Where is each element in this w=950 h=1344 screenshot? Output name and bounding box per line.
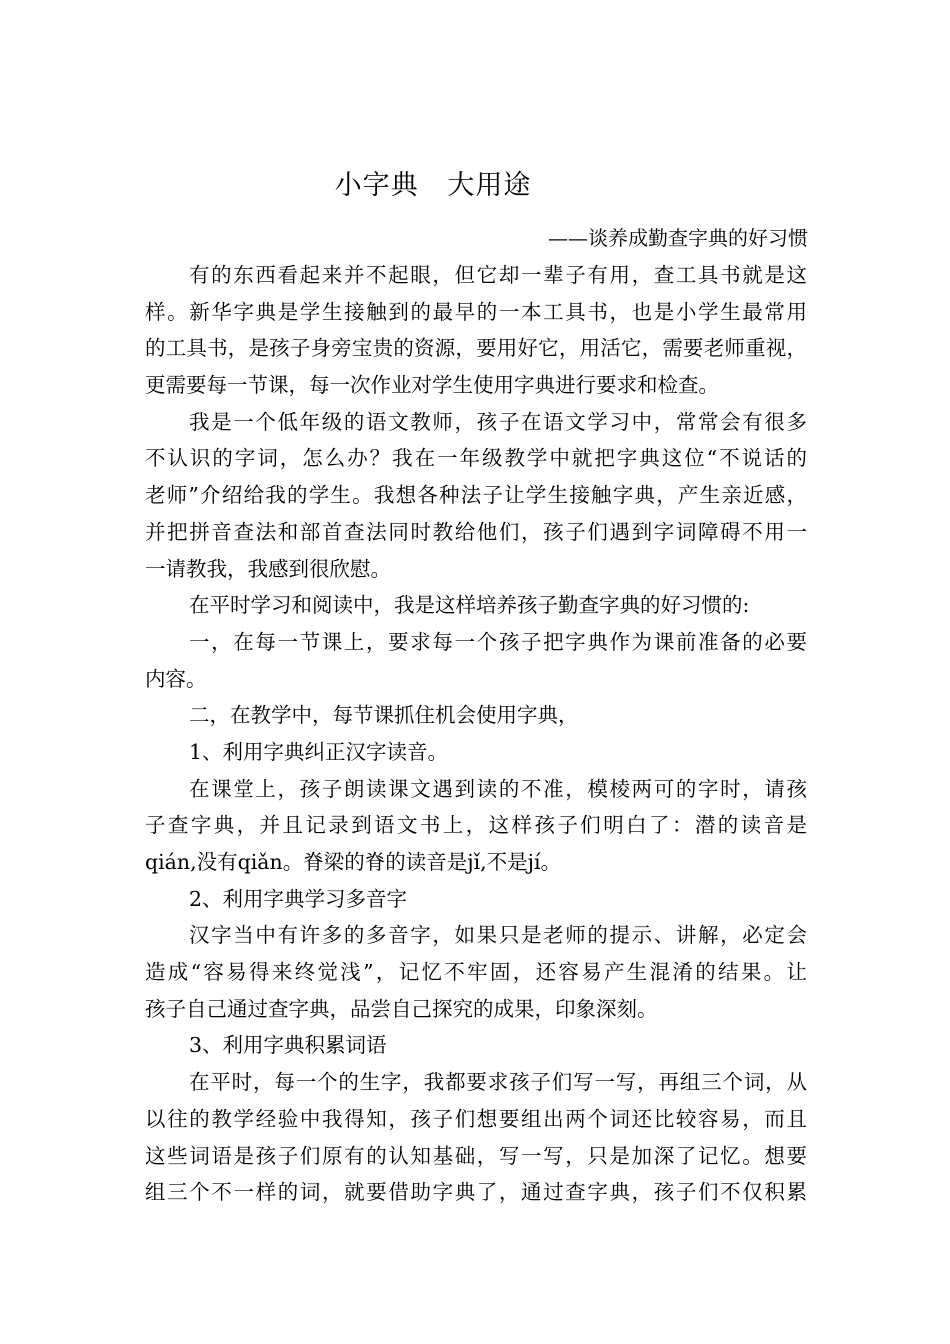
body-line: 更需要每一节课，每一次作业对学生使用字典进行要求和检查。 (145, 373, 719, 398)
body-line: 这些词语是孩子们原有的认知基础，写一写，只是加深了记忆。想要 (145, 1143, 807, 1168)
body-line: 组三个不一样的词，就要借助字典了，通过查字典，孩子们不仅积累 (145, 1180, 807, 1205)
body-line: 以往的教学经验中我得知，孩子们想要组出两个词还比较容易，而且 (145, 1106, 807, 1131)
body-line: 孩子自己通过查字典，品尝自己探究的成果，印象深刻。 (145, 996, 658, 1021)
body-line: 我是一个低年级的语文教师，孩子在语文学习中，常常会有很多 (189, 409, 807, 434)
body-line: 样。新华字典是学生接触到的最早的一本工具书，也是小学生最常用 (145, 299, 807, 324)
body-line: 在课堂上，孩子朗读课文遇到读的不准，模棱两可的字时，请孩 (189, 776, 807, 801)
body-line: 子查字典，并且记录到语文书上，这样孩子们明白了：潜的读音是 (145, 813, 807, 838)
body-line: 在平时，每一个的生字，我都要求孩子们写一写，再组三个词，从 (189, 1070, 807, 1095)
body-line: 二，在教学中，每节课抓住机会使用字典， (189, 703, 579, 728)
body-line: 有的东西看起来并不起眼，但它却一辈子有用，查工具书就是这 (189, 263, 807, 287)
body-line: 一，在每一节课上，要求每一个孩子把字典作为课前准备的必要 (189, 629, 807, 654)
document-title: 小字典 大用途 (334, 170, 532, 201)
body-line: 造成“容易得来终觉浅”，记忆不牢固，还容易产生混淆的结果。让 (145, 960, 807, 985)
body-line: 3、利用字典积累词语 (189, 1033, 387, 1058)
document-subtitle: ——谈养成勤查字典的好习惯 (548, 226, 808, 250)
body-line: 内容。 (145, 666, 207, 691)
body-line: 2、利用字典学习多音字 (189, 886, 408, 911)
document-body (145, 257, 807, 1211)
body-line: qián,没有qiǎn。脊梁的脊的读音是jǐ,不是jí。 (145, 850, 562, 874)
body-line: 一请教我，我感到很欣慰。 (145, 556, 391, 581)
body-line: 的工具书，是孩子身旁宝贵的资源，要用好它，用活它，需要老师重视， (145, 336, 807, 361)
body-line: 汉字当中有许多的多音字，如果只是老师的提示、讲解，必定会 (189, 923, 807, 948)
body-line: 不认识的字词，怎么办？我在一年级教学中就把字典这位“不说话的 (145, 446, 807, 471)
body-line: 并把拼音查法和部首查法同时教给他们，孩子们遇到字词障碍不用一 (145, 519, 807, 544)
body-line: 1、利用字典纠正汉字读音。 (189, 739, 449, 764)
body-line: 在平时学习和阅读中，我是这样培养孩子勤查字典的好习惯的: (189, 593, 750, 618)
body-line: 老师”介绍给我的学生。我想各种法子让学生接触字典，产生亲近感， (145, 483, 807, 508)
